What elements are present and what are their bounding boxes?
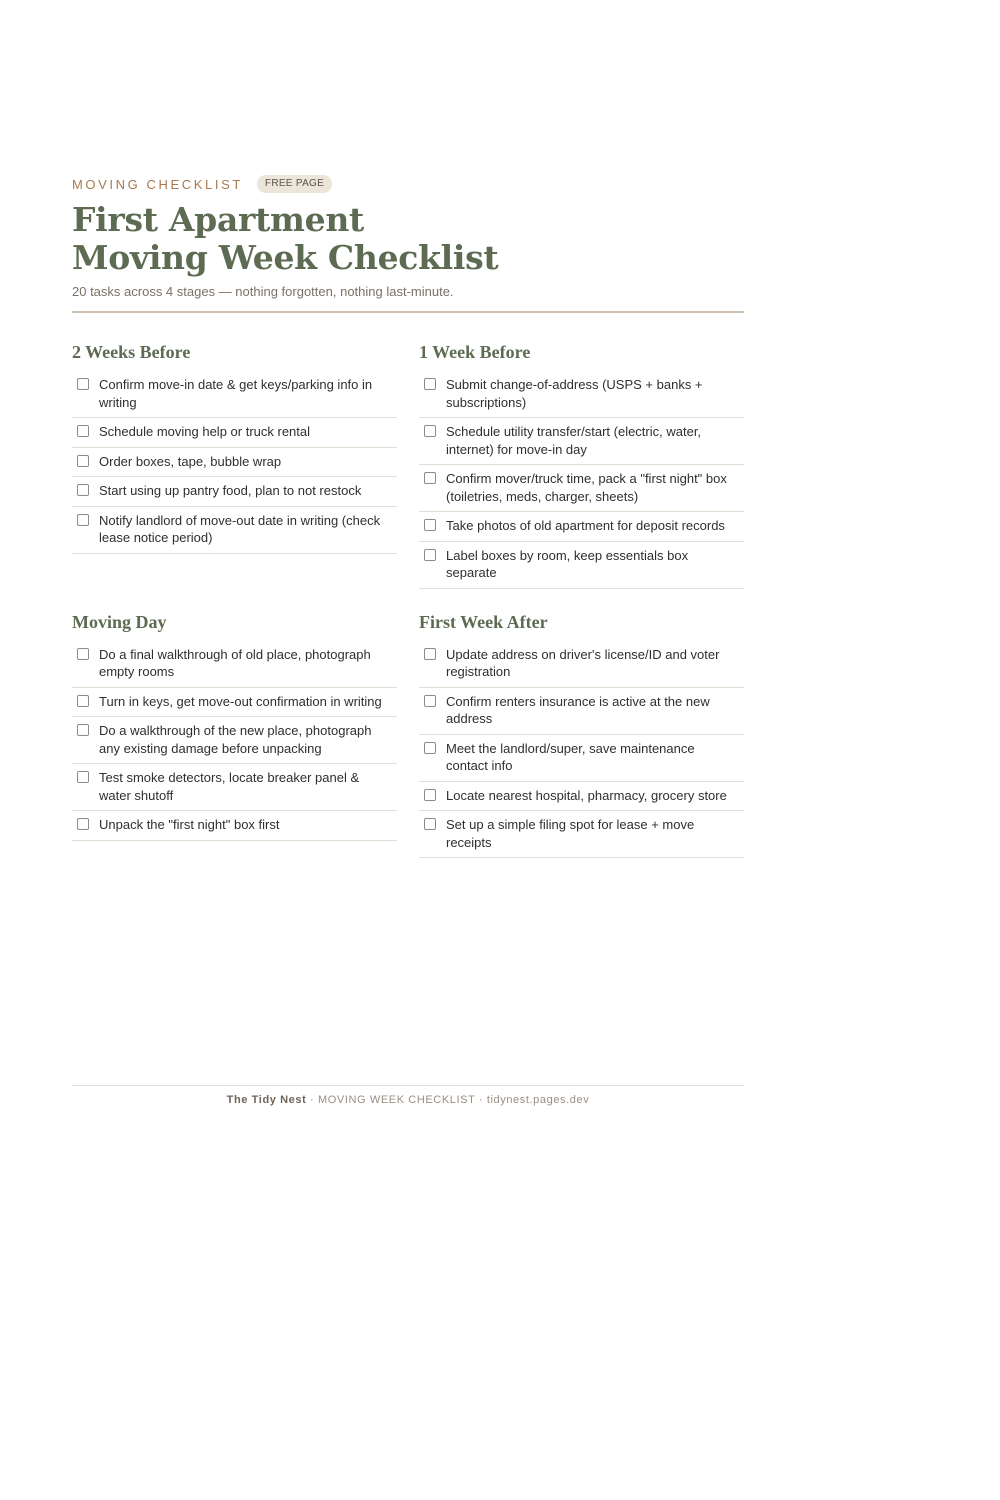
- footer-separator: ·: [306, 1094, 318, 1106]
- header-divider: [72, 311, 744, 313]
- page-title-line-2: Moving Week Checklist: [72, 238, 499, 277]
- task-checkbox[interactable]: [424, 818, 436, 830]
- task-list: [72, 371, 397, 554]
- section-moving-day: [72, 611, 397, 859]
- task-checkbox[interactable]: [424, 549, 436, 561]
- task-label: Do a walkthrough of the new place, photograph any existing damage before unpacking: [99, 723, 372, 756]
- task-checkbox[interactable]: [77, 514, 89, 526]
- task-item: [419, 512, 744, 542]
- section-2-weeks-before: [72, 341, 397, 589]
- task-item: [72, 811, 397, 841]
- section-title: 2 Weeks Before: [72, 342, 191, 362]
- task-label: Test smoke detectors, locate breaker panel & water shutoff: [99, 770, 360, 803]
- section-1-week-before: [419, 341, 744, 589]
- task-checkbox[interactable]: [424, 789, 436, 801]
- footer-separator: ·: [475, 1094, 487, 1106]
- task-item: [419, 641, 744, 688]
- task-label: Start using up pantry food, plan to not restock: [99, 483, 362, 498]
- task-checkbox[interactable]: [77, 724, 89, 736]
- task-label: Do a final walkthrough of old place, photograph empty rooms: [99, 646, 371, 679]
- task-list: [419, 371, 744, 589]
- task-item: [72, 688, 397, 718]
- task-label: Set up a simple filing spot for lease + move receipts: [446, 817, 695, 850]
- task-item: [419, 782, 744, 812]
- task-item: [419, 418, 744, 465]
- task-checkbox[interactable]: [77, 818, 89, 830]
- task-item: [72, 418, 397, 448]
- task-label: Schedule utility transfer/start (electric, water, internet) for move-in day: [446, 424, 702, 457]
- task-label: Confirm mover/truck time, pack a "first night" box (toiletries, meds, charger, sheets): [446, 471, 727, 504]
- eyebrow-label: MOVING CHECKLIST: [72, 176, 243, 192]
- task-checkbox[interactable]: [77, 425, 89, 437]
- task-label: Confirm renters insurance is active at the new address: [446, 693, 710, 726]
- task-checkbox[interactable]: [77, 484, 89, 496]
- sections-grid: [72, 341, 744, 858]
- checklist-page: [72, 174, 744, 858]
- section-title: Moving Day: [72, 611, 167, 632]
- task-checkbox[interactable]: [424, 472, 436, 484]
- task-item: [72, 448, 397, 478]
- task-checkbox[interactable]: [424, 425, 436, 437]
- section-first-week-after: [419, 611, 744, 859]
- page-subtitle: 20 tasks across 4 stages — nothing forgotten, nothing last-minute.: [72, 284, 454, 299]
- task-label: Notify landlord of move-out date in writing (check lease notice period): [99, 512, 381, 545]
- footer-brand: The Tidy Nest: [226, 1094, 307, 1106]
- task-checkbox[interactable]: [77, 648, 89, 660]
- task-item: [419, 465, 744, 512]
- page-title: [72, 201, 744, 277]
- task-checkbox[interactable]: [77, 771, 89, 783]
- task-label: Unpack the "first night" box first: [99, 817, 280, 832]
- page-title-line-1: First Apartment: [72, 200, 365, 239]
- footer-site-link[interactable]: tidynest.pages.dev: [486, 1094, 590, 1106]
- page-footer: [72, 1085, 744, 1106]
- task-checkbox[interactable]: [424, 378, 436, 390]
- task-item: [72, 371, 397, 418]
- task-item: [419, 688, 744, 735]
- task-item: [419, 735, 744, 782]
- task-checkbox[interactable]: [77, 455, 89, 467]
- task-item: [72, 764, 397, 811]
- task-item: [419, 542, 744, 589]
- section-title: First Week After: [419, 611, 548, 632]
- task-checkbox[interactable]: [424, 695, 436, 707]
- task-item: [419, 371, 744, 418]
- task-item: [72, 641, 397, 688]
- task-label: Order boxes, tape, bubble wrap: [99, 453, 282, 469]
- task-checkbox[interactable]: [77, 378, 89, 390]
- task-label: Turn in keys, get move-out confirmation in writing: [99, 693, 382, 709]
- task-checkbox[interactable]: [77, 695, 89, 707]
- task-label: Locate nearest hospital, pharmacy, grocery store: [446, 787, 727, 803]
- task-label: Confirm move-in date & get keys/parking info in writing: [99, 377, 373, 410]
- task-item: [419, 811, 744, 858]
- task-item: [72, 717, 397, 764]
- task-label: Submit change-of-address (USPS + banks + subscriptions): [446, 377, 703, 410]
- task-checkbox[interactable]: [424, 648, 436, 660]
- eyebrow-row: [72, 174, 744, 194]
- section-title: 1 Week Before: [419, 342, 531, 362]
- task-label: Take photos of old apartment for deposit records: [446, 518, 725, 533]
- task-label: Schedule moving help or truck rental: [99, 424, 311, 439]
- task-checkbox[interactable]: [424, 519, 436, 531]
- task-item: [72, 477, 397, 507]
- task-label: Label boxes by room, keep essentials box separate: [446, 547, 689, 580]
- footer-label: MOVING WEEK CHECKLIST: [317, 1094, 476, 1106]
- task-checkbox[interactable]: [424, 742, 436, 754]
- task-item: [72, 507, 397, 554]
- free-page-badge: FREE PAGE: [257, 175, 332, 193]
- task-list: [72, 641, 397, 841]
- task-list: [419, 641, 744, 859]
- task-label: Meet the landlord/super, save maintenance contact info: [446, 740, 695, 773]
- task-label: Update address on driver's license/ID and voter registration: [446, 646, 720, 679]
